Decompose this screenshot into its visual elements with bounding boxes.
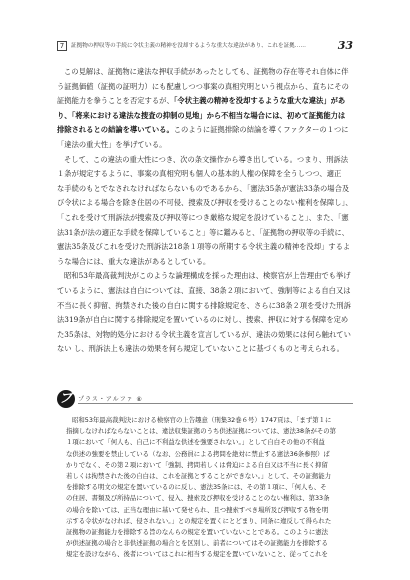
plus-alpha-title: プラス・アルファ ⑧ — [78, 396, 143, 403]
body-text-segment: １条が規定するように、事案の真相究明も個人の基本的人権の保障を全うしつつ、適正 — [57, 169, 342, 179]
running-title: 証拠物の押収等の手続に令状主義の精神を没却するような重大な違法があり、これを証拠…… — [71, 43, 306, 49]
emphasized-text: 排除されるとの結論を導いている。 — [57, 125, 174, 135]
body-text-segment: うな場合には、重大な違法があるとしている。 — [57, 256, 211, 266]
plus-alpha-line: 昭和53年最高裁判決における検察官の上告趣意（刑集32巻６号）1747頁は、「まず第１に — [72, 416, 332, 424]
plus-alpha-line: 指摘しなければならないことは、違法収集証拠のうち供述証拠については、憲法38条がその第 — [66, 427, 337, 436]
body-line — [57, 196, 353, 210]
plus-alpha-box — [57, 390, 353, 562]
body-text-segment: このように証拠排除の結論を導くファクターの１つに — [173, 125, 349, 135]
body-line — [64, 65, 349, 79]
body-line — [57, 284, 351, 298]
body-line — [57, 123, 349, 137]
plus-alpha-line: の場合を除いては、正当な理由に基いて発せられ、且つ捜索すべき場所及び押収する物を明 — [66, 505, 329, 514]
running-header — [57, 40, 353, 52]
body-text-segment: 法31条が法の適正な手続を保障していること」等に鑑みると、「証拠物の押収等の手続に、 — [57, 227, 349, 237]
plus-alpha-line: 示する令状がなければ、侵されない。」との規定を置くにとどまり、同条に違反して得られた — [66, 516, 332, 525]
plus-alpha-line: 証拠物の証拠能力を排除する旨のなんらの規定を置いていないことである。このように憲法 — [66, 528, 329, 536]
plus-alpha-line: １項において「何人も、自己に不利益な供述を強要されない。」として自白その他の不利益 — [66, 438, 325, 447]
body-text-segment: 「これを受けて刑訴法が捜索及び押収等につき厳格な規定を設けていること」、また、「憲 — [57, 213, 349, 222]
plus-alpha-line: を排除する明文の規定を置いているのに反し、憲法35条には、その第１項に、「何人も、そ — [66, 483, 327, 492]
body-line — [57, 211, 349, 225]
body-text-segment: 証拠能力を拳うことを否定するが、 — [57, 96, 174, 106]
body-text-segment: ない し、刑訴法上も違法の効果を何ら規定していないことに基づくものと考えられる。 — [57, 344, 344, 354]
section-mark: 7 — [57, 41, 67, 51]
body-line — [57, 226, 349, 240]
body-line — [57, 167, 341, 181]
plus-alpha-line: かりでなく、その第２項において「強制、拷問若しくは脅迫による自白又は不当に長く抑留 — [66, 460, 328, 469]
body-text-segment: な手続のもとでなされなければならないものであるから、「憲法35条が憲法33条の場合及 — [57, 183, 350, 193]
body-text-segment: この見解は、証拠物に違法な押収手続があったとしても、証拠物の存在等それ自体に伴 — [64, 67, 349, 76]
body-text-segment: 不当に長く抑留、拘禁された後の自白に関する排除規定を、さらに38条２項を受けた刑訴 — [57, 300, 351, 310]
body-line — [57, 328, 351, 342]
body-line — [57, 342, 344, 356]
body-text-segment: 憲法35条及びこれを受けた刑訴法218条１項等の所期する令状主義の精神を没却」するよ — [57, 242, 351, 252]
body-line — [57, 80, 349, 94]
plus-alpha-line: の住居、書類及び所持品について、侵入、捜索及び押収を受けることのない権利は、第33条 — [66, 494, 330, 503]
body-line — [57, 255, 210, 269]
page-number: 33 — [337, 39, 353, 52]
plus-alpha-line: が供述証拠の場合と非供述証拠の場合とを区別し、前者についてはその証拠能力を排除する — [66, 539, 328, 548]
emphasized-text: り、「将来における違法な捜査の抑制の見地」から不相当な場合には、初めて証拠能力は — [57, 110, 346, 120]
body-text-segment: う証拠価値（証拠の証明力）にも配慮しつつ事案の真相究明という視点から、直ちにその — [57, 81, 349, 91]
body-text-segment: た35条は、対物的処分における令状主義を宣言しているが、違法の効果には何ら触れてい — [57, 329, 351, 339]
plus-alpha-line: な供述の強要を禁止している（なお、公務員による拷問を絶対に禁止する憲法36条参照）ば — [66, 449, 330, 458]
body-line — [64, 153, 348, 167]
body-line — [57, 313, 348, 327]
body-line — [57, 138, 166, 152]
plus-alpha-divider — [78, 403, 353, 404]
body-line — [57, 299, 351, 313]
body-text-segment: ているように、憲法は自白については、直接、38条２項において、強制等による自白又は — [57, 286, 351, 295]
body-text-segment: び令状による場合を除き住居の不可侵、捜索及び押収を受けることのない権利を保障し」、 — [57, 198, 353, 208]
body-line — [57, 182, 349, 196]
body-text-segment: 法319条が自白に関する排除規定を置いているのに対し、捜索、押収に対する保障を定め — [57, 315, 349, 325]
plus-alpha-logo: プ — [57, 390, 75, 408]
body-line — [64, 269, 351, 283]
body-line — [57, 109, 345, 123]
body-text-segment: そして、この違法の重大性につき、次の条文操作から導き出している。つまり、刑訴法 — [64, 154, 348, 164]
body-line — [57, 94, 345, 108]
body-text-segment: 「違法の重大性」を挙げている。 — [57, 140, 167, 149]
plus-alpha-line: 規定を設けながら、後者についてはこれに相当する規定を置いていないこと、従ってこれを — [66, 550, 328, 559]
body-text-segment: 昭和53年最高裁判決がこのような論理構成を採った理由は、検察官が上告理由でも挙げ — [64, 271, 351, 281]
emphasized-text: 「令状主義の精神を没却するような重大な違法」があ — [173, 96, 346, 106]
body-line — [57, 240, 350, 254]
plus-alpha-line: 若しくは拘禁された後の自白は、これを証拠とすることができない。」として、その証拠能力 — [66, 472, 332, 480]
